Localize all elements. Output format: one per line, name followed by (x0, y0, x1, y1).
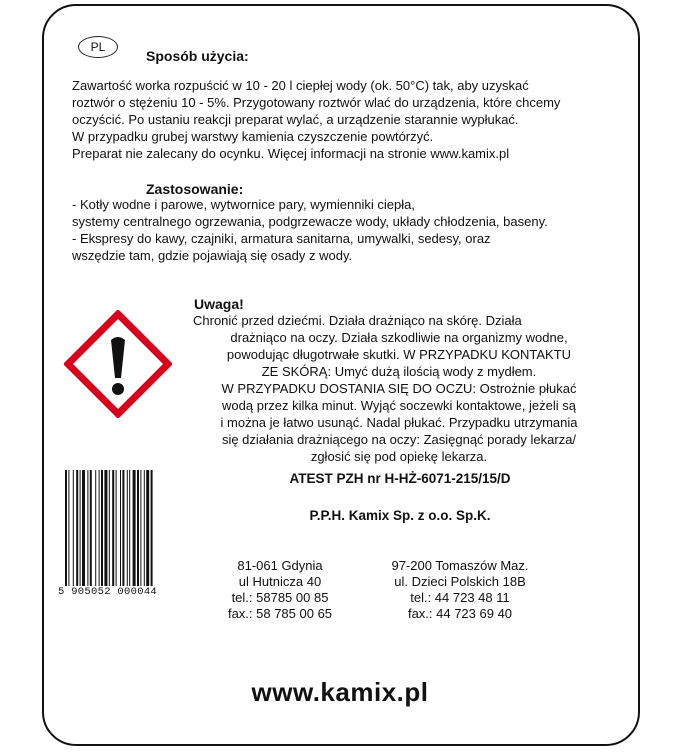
application-line: - Ekspresy do kawy, czajniki, armatura sanitarna, umywalki, sedesy, oraz (72, 231, 491, 246)
barcode-bars (55, 470, 180, 598)
barcode-bar (73, 470, 74, 586)
warning-line: i można je łatwo usunąć. Nadal płukać. Przypadku utrzymania (220, 415, 578, 430)
barcode-bar (133, 470, 136, 586)
barcode-bar (101, 470, 103, 586)
warning-line: W PRZYPADKU DOSTANIA SIĘ DO OCZU: Ostrożnie płukać (221, 381, 577, 396)
hazard-pictogram (64, 310, 172, 423)
application-line: systemy centralnego ogrzewania, podgrzewacze wody, układy chłodzenia, baseny. (72, 214, 548, 229)
barcode-bar (129, 470, 130, 586)
barcode-bar (109, 470, 110, 596)
barcode-bar (140, 470, 141, 586)
application-text (72, 196, 548, 264)
warning-line: się działania drażniącego na oczy: Zasięgnąć porady lekarza/ (221, 432, 577, 447)
address-line: tel.: 58785 00 85 (231, 590, 329, 605)
warning-line: wodą przez kilka minut. Wyjąć soczewki kontaktowe, jeżeli są (222, 398, 576, 413)
barcode-bar (151, 470, 153, 596)
application-line: - Kotły wodne i parowe, wytwornice pary, wymienniki ciepła, (72, 197, 415, 212)
address-right (375, 558, 545, 622)
company-name: P.P.H. Kamix Sp. z o.o. Sp.K. (309, 508, 491, 523)
barcode (55, 470, 180, 598)
barcode-bar (80, 470, 81, 586)
warning-title: Uwaga! (194, 296, 244, 312)
website-url: www.kamix.pl (251, 677, 429, 707)
address-line: 97-200 Tomaszów Maz. (391, 558, 529, 573)
usage-line: Zawartość worka rozpuścić w 10 - 20 l ciepłej wody (ok. 50°C) tak, aby uzyskać (72, 78, 529, 93)
barcode-bar (68, 470, 69, 596)
address-left (200, 558, 360, 622)
barcode-bar (112, 470, 114, 596)
usage-line: roztwór o stężeniu 10 - 5%. Przygotowany roztwór wlać do urządzenia, które chcemy (72, 95, 561, 110)
barcode-bar (127, 470, 128, 586)
barcode-bar (95, 470, 96, 586)
address-line: ul Hutnicza 40 (238, 574, 322, 589)
barcode-bar (65, 470, 67, 596)
usage-line: W przypadku grubej warstwy kamienia czyszczenie powtórzyć. (72, 129, 434, 144)
exclamation-mark-hazard-icon (64, 310, 172, 418)
barcode-bar (87, 470, 88, 586)
warning-line: powodując długotrwałe skutki. W PRZYPADKU KONTAKTU (226, 347, 572, 362)
attest-number: ATEST PZH nr H-HŻ-6071-215/15/D (289, 471, 511, 486)
address-line: fax.: 44 723 69 40 (407, 606, 513, 621)
usage-title: Sposób użycia: (146, 48, 249, 64)
language-badge: PL (78, 36, 118, 58)
barcode-bar (76, 470, 78, 586)
address-line: 81-061 Gdynia (237, 558, 323, 573)
address-line: ul. Dzieci Polskich 18B (394, 574, 526, 589)
address-line: tel.: 44 723 48 11 (410, 590, 510, 605)
barcode-bar (146, 470, 149, 586)
address-line: fax.: 58 785 00 65 (227, 606, 333, 621)
warning-line: Chronić przed dziećmi. Działa drażniąco na skórę. Działa (193, 313, 522, 328)
usage-line: Preparat nie zalecany do ocynku. Więcej informacji na stronie www.kamix.pl (72, 146, 510, 161)
barcode-bar (90, 470, 92, 586)
warning-line: drażniąco na oczy. Działa szkodliwie na organizmy wodne, (230, 330, 568, 345)
warning-line: ZE SKÓRĄ: Umyć dużą ilością wody z mydłem. (261, 364, 537, 379)
warning-text (193, 312, 605, 465)
barcode-digits: 5 905052 000044 (55, 586, 183, 598)
application-line: wszędzie tam, gdzie pojawiają się osady z wody. (72, 248, 353, 263)
barcode-bar (116, 470, 117, 586)
warning-line: zgłosić się pod opiekę lekarza. (310, 449, 488, 464)
barcode-bar (137, 470, 139, 586)
barcode-bar (120, 470, 121, 586)
barcode-bar (144, 470, 145, 586)
barcode-bar (82, 470, 85, 586)
barcode-bar (99, 470, 100, 586)
usage-line: oczyścić. Po ustaniu reakcji preparat wylać, a urządzenie starannie wypłukać. (72, 112, 519, 127)
barcode-bar (122, 470, 124, 586)
barcode-bar (104, 470, 107, 586)
application-title: Zastosowanie: (146, 181, 244, 197)
usage-text (72, 77, 560, 162)
